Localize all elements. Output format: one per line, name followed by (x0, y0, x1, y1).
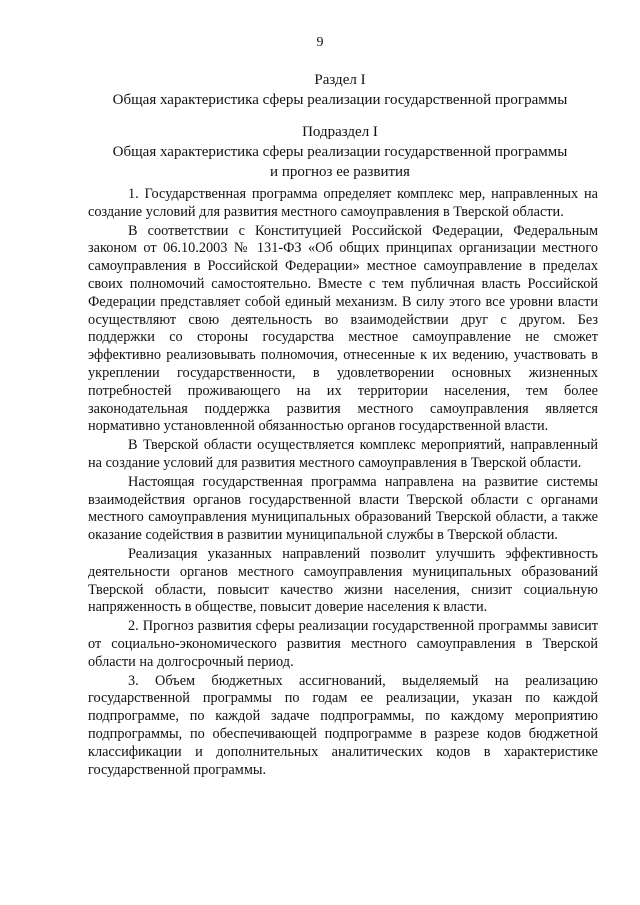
paragraph: 2. Прогноз развития сферы реализации государственной программы зависит от социально-экономического развития местного самоуправления в Тверской области на долгосрочный период. (88, 618, 598, 670)
section-label: Раздел I (314, 72, 366, 88)
page-number: 9 (316, 35, 324, 50)
paragraph: В Тверской области осуществляется комплекс мероприятий, направленный на создание условий для развития местного самоуправления в Тверской области. (88, 437, 598, 471)
paragraph: 1. Государственная программа определяет комплекс мер, направленных на создание условий для развития местного самоуправления в Тверской области. (88, 186, 598, 220)
paragraph: Реализация указанных направлений позволит улучшить эффективность деятельности органов местного самоуправления муниципальных образований Тверской области, повысит качество жизни населения, снизит социальную напряженность в обществе, повысит доверие населения к власти. (88, 545, 598, 616)
section-heading (60, 70, 620, 110)
paragraph: Настоящая государственная программа направлена на развитие системы взаимодействия органов государственной власти Тверской области с органами местного самоуправления муниципальных образований Тверской области, а также оказание содействия в развитии муниципальной службы в Тверской области. (88, 473, 598, 544)
subsection-heading (60, 122, 620, 182)
paragraph: 3. Объем бюджетных ассигнований, выделяемый на реализацию государственной программы по годам ее реализации, указан по каждой подпрограмме, по каждой задаче подпрограммы, по каждому мероприятию подпрограммы, по обеспечивающей подпрограмме в разрезе кодов бюджетной классификации и дополнительных аналитических кодов в характеристике государственной программы. (88, 672, 598, 778)
subsection-title-line1: Общая характеристика сферы реализации государственной программы (112, 144, 568, 160)
section-title: Общая характеристика сферы реализации государственной программы (112, 92, 568, 108)
subsection-label: Подраздел I (302, 124, 378, 140)
body-text (88, 186, 598, 779)
subsection-title-line2: и прогноз ее развития (270, 164, 410, 180)
paragraph: В соответствии с Конституцией Российской Федерации, Федеральным законом от 06.10.2003 № 131-ФЗ «Об общих принципах организации местного самоуправления в Российской Федерации» местное самоуправление в пределах своих полномочий самостоятельно. Вместе с тем публичная власть Российской Федерации представляет собой единый механизм. В силу этого все уровни власти осуществляют свою деятельность во взаимодействии друг с другом. Без поддержки со стороны государства местное самоуправление не сможет эффективно реализовывать полномочия, отнесенные к их ведению, участвовать в укреплении государственности, в удовлетворении основных жизненных потребностей проживающего на их территории населения, тем более законодательная поддержка развития местного самоуправления является нормативно установленной обязанностью органов государственной власти. (88, 222, 598, 435)
